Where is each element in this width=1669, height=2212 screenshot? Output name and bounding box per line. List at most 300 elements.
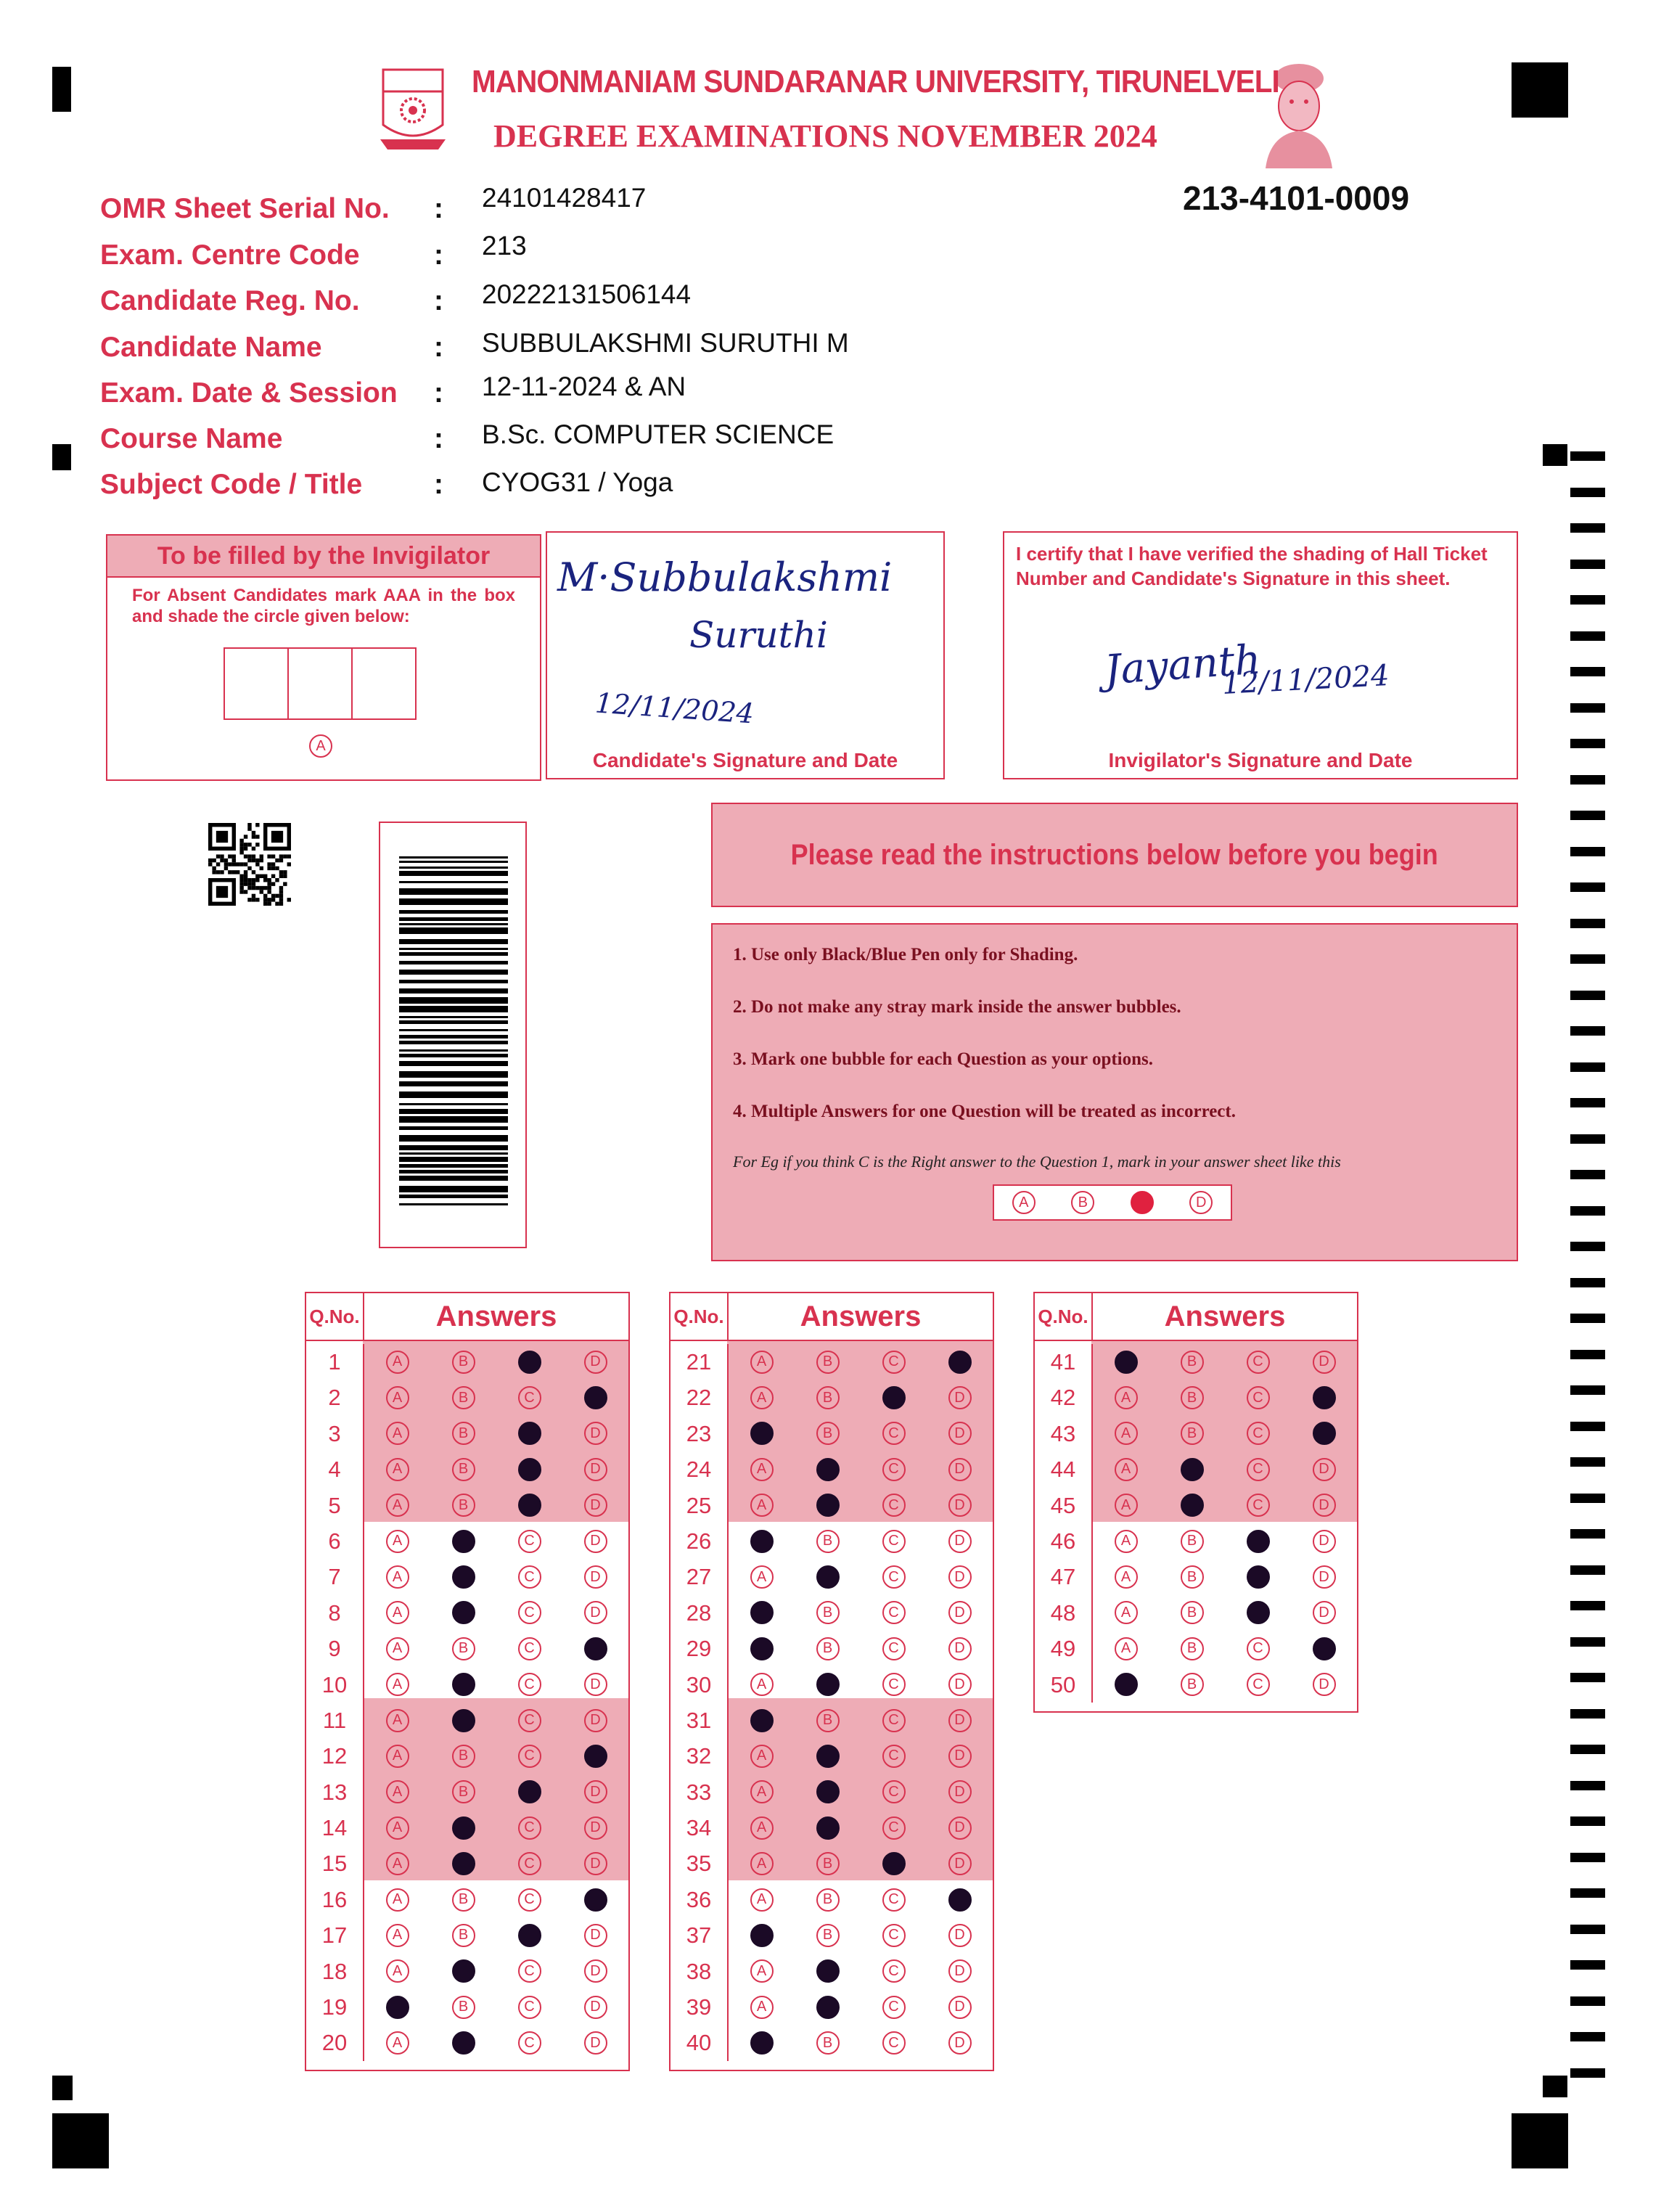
answer-bubble-a[interactable]: A: [386, 1745, 409, 1768]
answer-bubble-c[interactable]: C: [518, 1530, 541, 1553]
timing-mark: [1570, 882, 1605, 892]
question-row: [306, 1810, 628, 1846]
answer-bubble-c[interactable]: C: [518, 1888, 541, 1912]
answer-bubble-b[interactable]: B: [452, 1458, 475, 1481]
timing-mark: [1570, 1673, 1605, 1682]
answer-bubble-c[interactable]: C: [882, 1637, 906, 1660]
answer-bubble-b[interactable]: B: [452, 1780, 475, 1803]
answer-bubble-c[interactable]: C: [882, 1601, 906, 1624]
answer-bubble-b[interactable]: B: [1181, 1565, 1204, 1589]
answer-bubble-c[interactable]: C: [518, 1996, 541, 2019]
answer-bubble-b[interactable]: B: [452, 1351, 475, 1374]
question-row: [306, 1488, 628, 1523]
answer-bubble-b[interactable]: B: [452, 1924, 475, 1947]
answer-bubble-d[interactable]: D: [1313, 1458, 1336, 1481]
answer-bubble-c[interactable]: [882, 1852, 906, 1875]
answer-bubble-c[interactable]: C: [882, 1565, 906, 1589]
colon: :: [434, 377, 443, 409]
question-number: 35: [671, 1846, 729, 1881]
answer-bubble-b[interactable]: B: [452, 1637, 475, 1660]
answer-bubble-c[interactable]: C: [882, 1996, 906, 2019]
question-number: 29: [671, 1631, 729, 1666]
answer-bubble-a[interactable]: A: [386, 1637, 409, 1660]
registration-mark-top-right: [1512, 62, 1568, 118]
answer-bubble-d[interactable]: D: [948, 1780, 972, 1803]
candidate-signature-line2: Suruthi: [689, 614, 828, 656]
answer-bubble-d[interactable]: D: [584, 1458, 607, 1481]
answer-bubble-d[interactable]: D: [948, 1422, 972, 1445]
absent-mark-box[interactable]: [353, 647, 417, 720]
answer-bubble-a[interactable]: A: [1115, 1494, 1138, 1517]
answer-bubble-c[interactable]: C: [882, 1530, 906, 1553]
answer-bubble-c[interactable]: [518, 1780, 541, 1803]
answer-bubble-c[interactable]: C: [882, 1709, 906, 1732]
invigilator-box: [106, 534, 541, 781]
registration-mark-right-bottom: [1543, 2076, 1567, 2097]
question-row: [1035, 1344, 1357, 1380]
colon: :: [434, 239, 443, 271]
timing-mark: [1570, 991, 1605, 1000]
answer-bubble-b[interactable]: B: [452, 1386, 475, 1409]
answer-bubble-a[interactable]: A: [386, 1601, 409, 1624]
answer-bubble-c[interactable]: C: [882, 1673, 906, 1696]
question-row: [671, 1917, 993, 1953]
answer-bubble-c[interactable]: C: [882, 1780, 906, 1803]
answer-bubble-d[interactable]: D: [948, 1852, 972, 1875]
answer-bubble-b[interactable]: [816, 1996, 840, 2019]
answer-bubble-c[interactable]: C: [518, 1565, 541, 1589]
instruction-example-text: For Eg if you think C is the Right answer to the Question 1, mark in your answer sheet like this: [733, 1152, 1341, 1171]
answer-bubble-b[interactable]: B: [816, 1601, 840, 1624]
answer-bubble-a[interactable]: A: [1115, 1637, 1138, 1660]
answer-bubble-a[interactable]: A: [386, 1565, 409, 1589]
answer-bubble-c[interactable]: C: [882, 1422, 906, 1445]
answer-bubble-d[interactable]: D: [948, 1959, 972, 1983]
answer-bubble-c[interactable]: C: [518, 1816, 541, 1840]
timing-mark: [1570, 1098, 1605, 1107]
answer-bubble-d[interactable]: [584, 1637, 607, 1660]
answer-bubble-b[interactable]: B: [816, 1924, 840, 1947]
answer-bubble-d[interactable]: D: [1313, 1530, 1336, 1553]
answer-bubble-c[interactable]: C: [882, 1959, 906, 1983]
answer-bubble-c[interactable]: C: [882, 1888, 906, 1912]
answer-bubble-b[interactable]: B: [452, 1494, 475, 1517]
answer-bubble-b[interactable]: [816, 1494, 840, 1517]
absent-mark-box[interactable]: [224, 647, 289, 720]
answer-bubble-b[interactable]: B: [816, 1386, 840, 1409]
question-number: 26: [671, 1523, 729, 1559]
answer-bubble-b[interactable]: B: [1181, 1637, 1204, 1660]
answer-bubble-b[interactable]: B: [816, 1852, 840, 1875]
answer-bubble-a[interactable]: [1115, 1673, 1138, 1696]
answer-bubble-b[interactable]: B: [816, 2031, 840, 2055]
answer-bubble-b[interactable]: B: [1181, 1673, 1204, 1696]
question-number: 20: [306, 2025, 364, 2060]
question-row: [306, 1523, 628, 1559]
answer-bubble-d[interactable]: [584, 1745, 607, 1768]
question-number: 8: [306, 1595, 364, 1631]
colon: :: [434, 469, 443, 500]
answer-bubble-b[interactable]: [816, 1780, 840, 1803]
value-course-name: B.Sc. COMPUTER SCIENCE: [482, 419, 834, 449]
answer-bubble-a[interactable]: A: [386, 1816, 409, 1840]
question-number: 41: [1035, 1344, 1093, 1380]
answer-bubble-c[interactable]: [518, 1494, 541, 1517]
answer-bubble-d[interactable]: D: [948, 1924, 972, 1947]
answer-bubble-b[interactable]: B: [452, 1996, 475, 2019]
answer-bubble-d[interactable]: D: [948, 1816, 972, 1840]
answer-bubble-d[interactable]: [948, 1351, 972, 1374]
answer-bubble-b[interactable]: [452, 2031, 475, 2055]
answer-bubble-c[interactable]: C: [1247, 1386, 1270, 1409]
answer-bubble-c[interactable]: C: [518, 1601, 541, 1624]
answer-bubble-b[interactable]: B: [1181, 1386, 1204, 1409]
question-number: 36: [671, 1882, 729, 1917]
absent-mark-box[interactable]: [289, 647, 353, 720]
answer-bubble-a[interactable]: A: [386, 1959, 409, 1983]
answer-bubble-c[interactable]: C: [882, 1351, 906, 1374]
candidate-signature-line1: M·Subbulakshmi: [557, 554, 893, 600]
answer-bubble-c[interactable]: [1247, 1601, 1270, 1624]
answer-bubble-d[interactable]: D: [1313, 1601, 1336, 1624]
answer-bubble-b[interactable]: B: [452, 1888, 475, 1912]
timing-mark: [1570, 811, 1605, 820]
answer-bubble-d[interactable]: D: [948, 1673, 972, 1696]
answer-bubble-c[interactable]: C: [518, 1745, 541, 1768]
answer-bubble-c[interactable]: C: [518, 1959, 541, 1983]
answer-bubble-a[interactable]: [750, 1637, 774, 1660]
answer-bubble-a[interactable]: A: [750, 1386, 774, 1409]
answer-bubble-a[interactable]: A: [750, 1852, 774, 1875]
answer-bubble-a[interactable]: A: [386, 1673, 409, 1696]
answer-bubble-b[interactable]: [1181, 1494, 1204, 1517]
answer-bubble-b[interactable]: [816, 1959, 840, 1983]
answer-bubble-d[interactable]: D: [584, 1601, 607, 1624]
question-row: [1035, 1667, 1357, 1703]
question-number: 39: [671, 1989, 729, 2025]
answer-bubble-a[interactable]: A: [386, 1386, 409, 1409]
answer-bubble-d[interactable]: D: [948, 1494, 972, 1517]
question-row: [306, 1451, 628, 1487]
answer-bubble-a[interactable]: A: [750, 1816, 774, 1840]
invigilator-box-title: To be filled by the Invigilator: [107, 536, 540, 578]
answer-bubble-c[interactable]: C: [882, 2031, 906, 2055]
absent-bubble[interactable]: A: [309, 734, 332, 758]
answer-bubble-b[interactable]: B: [1181, 1601, 1204, 1624]
label-centre-code: Exam. Centre Code: [100, 239, 360, 271]
question-number: 18: [306, 1954, 364, 1989]
answer-bubble-c[interactable]: C: [518, 1673, 541, 1696]
answer-bubble-b[interactable]: [816, 1673, 840, 1696]
answer-bubble-a[interactable]: A: [750, 1351, 774, 1374]
answer-bubble-c[interactable]: [882, 1386, 906, 1409]
answer-bubble-c[interactable]: [518, 1924, 541, 1947]
answer-bubble-d[interactable]: D: [584, 2031, 607, 2055]
answer-bubble-b[interactable]: B: [816, 1637, 840, 1660]
question-number: 10: [306, 1667, 364, 1703]
answer-bubble-a[interactable]: A: [386, 1422, 409, 1445]
timing-mark: [1570, 595, 1605, 605]
question-row: [1035, 1488, 1357, 1523]
answer-bubble-a[interactable]: A: [1115, 1386, 1138, 1409]
answer-bubble-c[interactable]: C: [1247, 1422, 1270, 1445]
answer-bubble-b[interactable]: B: [1181, 1422, 1204, 1445]
timing-mark: [1570, 1422, 1605, 1431]
timing-mark: [1570, 1314, 1605, 1323]
question-number: 45: [1035, 1488, 1093, 1523]
label-course-name: Course Name: [100, 423, 283, 454]
answer-bubble-a[interactable]: A: [386, 1852, 409, 1875]
answer-bubble-d[interactable]: [584, 1888, 607, 1912]
certify-text: I certify that I have verified the shading of Hall Ticket Number and Candidate's Signature in this sheet.: [1016, 543, 1488, 589]
answer-bubble-d[interactable]: D: [1313, 1351, 1336, 1374]
answer-bubble-c[interactable]: [1247, 1530, 1270, 1553]
answer-bubble-a[interactable]: [750, 2031, 774, 2055]
answer-bubble-b[interactable]: B: [816, 1422, 840, 1445]
value-reg-no: 20222131506144: [482, 279, 692, 309]
question-number: 6: [306, 1523, 364, 1559]
question-number: 50: [1035, 1667, 1093, 1703]
question-row: [1035, 1631, 1357, 1666]
answer-bubble-c[interactable]: C: [1247, 1673, 1270, 1696]
answer-bubble-a[interactable]: [750, 1709, 774, 1732]
answer-bubble-a[interactable]: A: [1115, 1530, 1138, 1553]
answer-bubble-d[interactable]: D: [948, 1709, 972, 1732]
question-row: [306, 1559, 628, 1594]
answer-bubble-b[interactable]: [452, 1565, 475, 1589]
answer-bubble-d[interactable]: D: [948, 1386, 972, 1409]
answer-bubble-c[interactable]: C: [518, 2031, 541, 2055]
answer-bubble-b[interactable]: [816, 1816, 840, 1840]
barcode: [399, 856, 508, 1212]
invigilator-signature-scribble: Jayanth: [1102, 636, 1263, 695]
example-bubble-b: B: [1071, 1191, 1094, 1214]
question-row: [671, 1846, 993, 1881]
question-number: 25: [671, 1488, 729, 1523]
answer-bubble-a[interactable]: A: [386, 2031, 409, 2055]
timing-mark: [1570, 1745, 1605, 1754]
answer-bubble-d[interactable]: D: [1313, 1565, 1336, 1589]
answer-bubble-a[interactable]: A: [750, 1458, 774, 1481]
answer-bubble-a[interactable]: A: [1115, 1565, 1138, 1589]
answer-bubble-a[interactable]: A: [1115, 1458, 1138, 1481]
answer-bubble-b[interactable]: B: [1181, 1351, 1204, 1374]
answer-bubble-a[interactable]: [750, 1601, 774, 1624]
answer-bubble-b[interactable]: [452, 1673, 475, 1696]
answer-bubble-a[interactable]: A: [750, 1565, 774, 1589]
answer-bubble-c[interactable]: [518, 1351, 541, 1374]
answer-bubble-a[interactable]: A: [750, 1494, 774, 1517]
question-row: [671, 1703, 993, 1738]
answer-bubble-d[interactable]: D: [948, 1565, 972, 1589]
question-number: 47: [1035, 1559, 1093, 1594]
answer-bubble-d[interactable]: D: [584, 1959, 607, 1983]
timing-mark: [1570, 2032, 1605, 2041]
answer-bubble-a[interactable]: A: [750, 1673, 774, 1696]
answer-bubble-a[interactable]: [750, 1422, 774, 1445]
answer-bubble-c[interactable]: C: [882, 1494, 906, 1517]
answer-bubble-c[interactable]: C: [1247, 1458, 1270, 1481]
answer-bubble-d[interactable]: D: [948, 1601, 972, 1624]
question-number: 22: [671, 1380, 729, 1415]
answer-bubble-a[interactable]: A: [750, 1996, 774, 2019]
timing-mark: [1570, 1206, 1605, 1216]
timing-mark: [1570, 1170, 1605, 1179]
answer-bubble-a[interactable]: A: [386, 1458, 409, 1481]
answers-header: Answers: [435, 1300, 557, 1332]
answer-bubble-a[interactable]: [750, 1924, 774, 1947]
answer-bubble-a[interactable]: A: [750, 1959, 774, 1983]
answer-bubble-d[interactable]: [584, 1386, 607, 1409]
answer-bubble-b[interactable]: [1181, 1458, 1204, 1481]
answer-bubble-c[interactable]: C: [882, 1745, 906, 1768]
answer-bubble-d[interactable]: D: [584, 1780, 607, 1803]
answer-bubble-d[interactable]: D: [1313, 1494, 1336, 1517]
timing-mark: [1570, 1888, 1605, 1898]
question-number: 46: [1035, 1523, 1093, 1559]
reference-code: 213-4101-0009: [1183, 179, 1410, 217]
answer-bubble-d[interactable]: D: [1313, 1673, 1336, 1696]
question-number: 43: [1035, 1416, 1093, 1451]
instruction-4: 4. Multiple Answers for one Question will be treated as incorrect.: [733, 1102, 1236, 1121]
question-row: [671, 2025, 993, 2060]
answer-bubble-a[interactable]: A: [386, 1780, 409, 1803]
instructions-heading: Please read the instructions below before you begin: [790, 838, 1439, 871]
answer-bubble-b[interactable]: [452, 1709, 475, 1732]
timing-mark: [1570, 2068, 1605, 2078]
answer-bubble-d[interactable]: [948, 1888, 972, 1912]
answer-bubble-a[interactable]: A: [386, 1530, 409, 1553]
question-number: 9: [306, 1631, 364, 1666]
answer-bubble-b[interactable]: [816, 1745, 840, 1768]
instruction-1: 1. Use only Black/Blue Pen only for Shading.: [733, 945, 1078, 964]
answer-bubble-c[interactable]: [518, 1458, 541, 1481]
answers-header: Answers: [800, 1300, 922, 1332]
answer-bubble-b[interactable]: B: [452, 1745, 475, 1768]
answer-bubble-b[interactable]: [452, 1601, 475, 1624]
answer-bubble-c[interactable]: C: [882, 1458, 906, 1481]
answer-bubble-c[interactable]: C: [518, 1852, 541, 1875]
label-subject: Subject Code / Title: [100, 469, 363, 500]
answer-bubble-b[interactable]: B: [816, 1530, 840, 1553]
answer-bubble-d[interactable]: D: [584, 1924, 607, 1947]
answer-bubble-b[interactable]: B: [816, 1888, 840, 1912]
question-row: [1035, 1380, 1357, 1415]
timing-mark: [1570, 1601, 1605, 1610]
absent-mark-boxes[interactable]: [224, 647, 417, 720]
answer-bubble-d[interactable]: D: [948, 1530, 972, 1553]
answer-bubble-c[interactable]: C: [882, 1924, 906, 1947]
example-bubble-c: [1131, 1191, 1154, 1214]
answer-bubble-a[interactable]: [750, 1530, 774, 1553]
answer-bubble-b[interactable]: [452, 1530, 475, 1553]
answer-bubble-b[interactable]: [816, 1458, 840, 1481]
answer-bubble-c[interactable]: [1247, 1565, 1270, 1589]
answer-bubble-a[interactable]: A: [1115, 1601, 1138, 1624]
answer-bubble-d[interactable]: D: [584, 1422, 607, 1445]
question-row: [671, 1595, 993, 1631]
answers-header: Answers: [1164, 1300, 1286, 1332]
answer-bubble-d[interactable]: D: [948, 2031, 972, 2055]
answer-bubble-d[interactable]: D: [584, 1996, 607, 2019]
answer-bubble-d[interactable]: D: [584, 1816, 607, 1840]
answer-bubble-d[interactable]: [1313, 1386, 1336, 1409]
answer-bubble-b[interactable]: B: [816, 1709, 840, 1732]
timing-mark: [1570, 1242, 1605, 1251]
question-row: [306, 1882, 628, 1917]
answer-bubble-c[interactable]: C: [518, 1709, 541, 1732]
answer-bubble-b[interactable]: [452, 1852, 475, 1875]
question-row: [1035, 1595, 1357, 1631]
example-bubble-a: A: [1012, 1191, 1036, 1214]
answer-bubble-d[interactable]: D: [584, 1673, 607, 1696]
answer-bubble-b[interactable]: [452, 1816, 475, 1840]
answer-bubble-c[interactable]: C: [518, 1637, 541, 1660]
answer-bubble-c[interactable]: C: [1247, 1494, 1270, 1517]
answer-bubble-d[interactable]: D: [584, 1530, 607, 1553]
answer-bubble-d[interactable]: D: [584, 1351, 607, 1374]
answer-bubble-a[interactable]: A: [386, 1351, 409, 1374]
answer-bubble-c[interactable]: [518, 1422, 541, 1445]
answer-bubble-b[interactable]: B: [1181, 1530, 1204, 1553]
answer-bubble-a[interactable]: A: [386, 1494, 409, 1517]
answer-bubble-d[interactable]: D: [584, 1565, 607, 1589]
question-number: 2: [306, 1380, 364, 1415]
answer-bubble-a[interactable]: A: [750, 1780, 774, 1803]
answer-bubble-a[interactable]: A: [386, 1888, 409, 1912]
answer-bubble-c[interactable]: C: [882, 1816, 906, 1840]
value-centre-code: 213: [482, 231, 527, 261]
question-number: 28: [671, 1595, 729, 1631]
question-number: 16: [306, 1882, 364, 1917]
answer-bubble-a[interactable]: [386, 1996, 409, 2019]
timing-mark: [1570, 775, 1605, 785]
question-row: [306, 1846, 628, 1881]
answer-bubble-c[interactable]: C: [1247, 1637, 1270, 1660]
answer-bubble-b[interactable]: B: [452, 1422, 475, 1445]
answer-bubble-a[interactable]: A: [750, 1745, 774, 1768]
answer-bubble-b[interactable]: [816, 1565, 840, 1589]
answer-bubble-d[interactable]: D: [948, 1745, 972, 1768]
answer-bubble-a[interactable]: [1115, 1351, 1138, 1374]
answer-bubble-b[interactable]: B: [816, 1351, 840, 1374]
answer-bubble-d[interactable]: D: [584, 1494, 607, 1517]
answer-bubble-b[interactable]: [452, 1959, 475, 1983]
question-number: 24: [671, 1451, 729, 1487]
timing-mark: [1570, 954, 1605, 964]
invigilator-signature-caption: Invigilator's Signature and Date: [1108, 749, 1413, 771]
answer-bubble-c[interactable]: C: [1247, 1351, 1270, 1374]
answer-bubble-a[interactable]: A: [386, 1924, 409, 1947]
answer-bubble-d[interactable]: D: [948, 1637, 972, 1660]
answer-bubble-c[interactable]: C: [518, 1386, 541, 1409]
question-number: 21: [671, 1344, 729, 1380]
question-row: [671, 1810, 993, 1846]
answer-bubble-a[interactable]: A: [1115, 1422, 1138, 1445]
timing-mark: [1570, 703, 1605, 713]
answer-bubble-d[interactable]: [1313, 1637, 1336, 1660]
question-row: [306, 1738, 628, 1774]
answer-bubble-d[interactable]: D: [584, 1852, 607, 1875]
answer-bubble-d[interactable]: D: [948, 1458, 972, 1481]
instruction-3: 3. Mark one bubble for each Question as your options.: [733, 1049, 1154, 1069]
answer-bubble-a[interactable]: A: [750, 1888, 774, 1912]
answer-bubble-a[interactable]: A: [386, 1709, 409, 1732]
answer-bubble-d[interactable]: D: [948, 1996, 972, 2019]
answer-bubble-d[interactable]: [1313, 1422, 1336, 1445]
answer-bubble-d[interactable]: D: [584, 1709, 607, 1732]
timing-mark: [1570, 451, 1605, 461]
